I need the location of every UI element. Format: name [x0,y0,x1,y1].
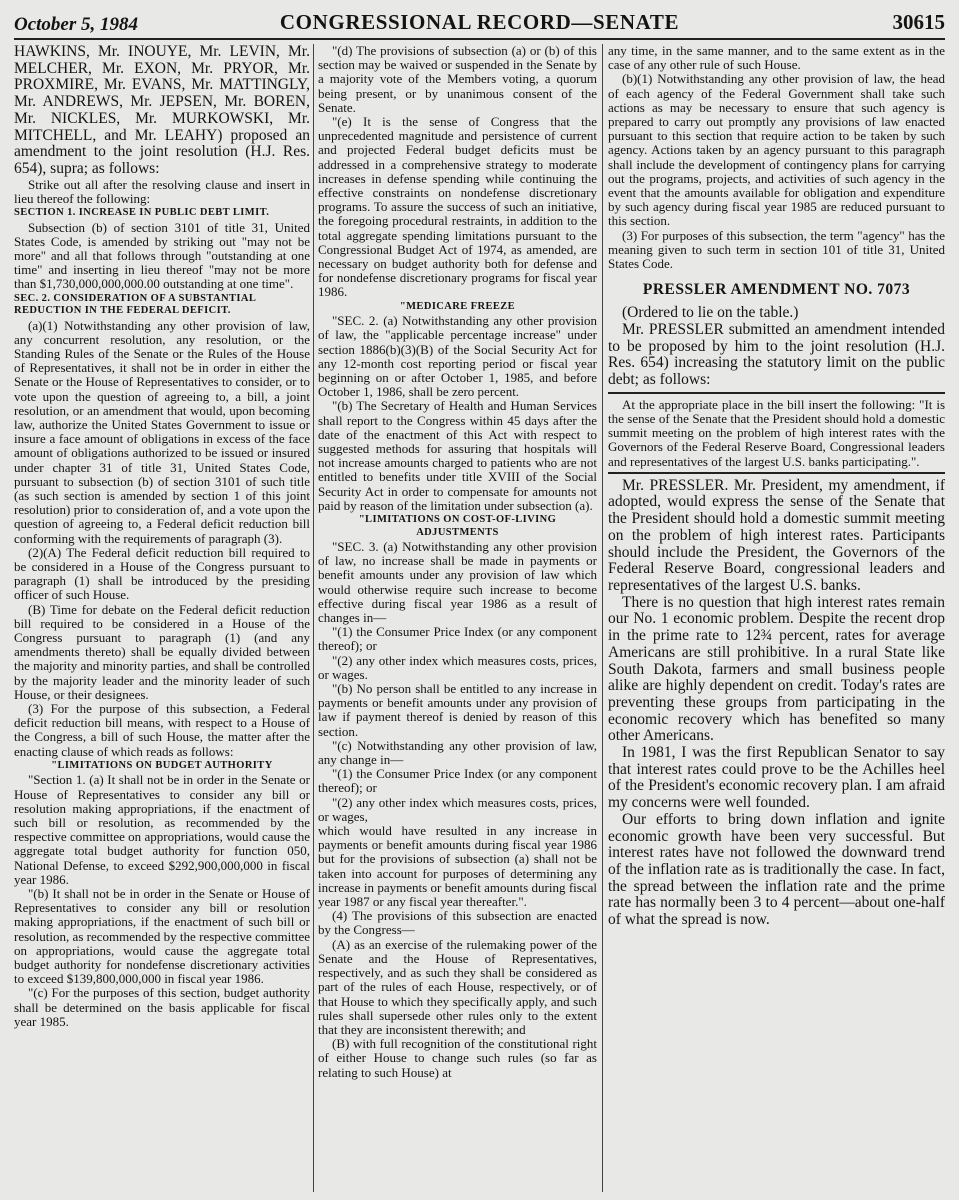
column-2 [318,44,597,1192]
paragraph: Mr. PRESSLER submitted an amendment intended to be proposed by him to the joint resolution (H.J. Res. 654) increasing the statutory limit on the public debt; as follows: [608,320,945,389]
paragraph: "Section 1. (a) It shall not be in order in the Senate or House of Representatives to consider any bill or resolution making appropriations, if the enactment of such bill or resolution, as recommended by the respective committee on appropriations, would cause the aggregate total budget authority for function 050, National Defense, to exceed $292,900,000,000 in fiscal year 1986. [14,772,310,887]
header-title: CONGRESSIONAL RECORD—SENATE [279,10,680,34]
column-1 [14,44,310,1192]
paragraph: "(c) Notwithstanding any other provision of law, any change in— [318,737,597,768]
paragraph: "SEC. 3. (a) Notwithstanding any other provision of law, no increase shall be made in payments or benefit amounts under any provision of law which would otherwise require such increase to become effective during fiscal year 1986 as a result of changes in— [318,539,597,626]
paragraph: Subsection (b) of section 3101 of title 31, United States Code, is amended by striking out "may not be more" and all that follows through "outstanding at one time" and inserting in lieu thereof "may not be more than $1,730,000,000,000.00 outstanding at one time". [14,219,310,292]
section-heading: "LIMITATIONS ON COST-OF-LIVING ADJUSTMENTS [358,514,557,538]
paragraph: "(e) It is the sense of Congress that the unprecedented magnitude and persistence of current and projected Federal budget deficits must be addressed in a comprehensive strategy to moderate increases in defense spending while continuing the effective constraints on nondefense discretionary programs. To assure the success of such an initiative, the foregoing procedural restraints, in addition to the total aggregate spending limitations pursuant to the Congressional Budget Act of 1974, as amended, are necessary on budget authority both for defense and for nondefense discretionary programs for fiscal year 1986. [318,114,597,300]
page-number: 30615 [892,10,945,34]
paragraph: (3) For purposes of this subsection, the term "agency" has the meaning given to such term in section 101 of title 31, United States Code. [608,227,945,272]
paragraph: "(b) No person shall be entitled to any increase in payments or benefit amounts under any provision of law if payment thereof is denied by reason of this section. [318,681,597,739]
paragraph: (b)(1) Notwithstanding any other provision of law, the head of each agency of the Federal Government shall take such actions as may be necessary to ensure that such agency is prepared to carry out promptly any provisions of law enacted pursuant to this section that require action to be taken by such agency. Actions taken by an agency pursuant to this paragraph shall include the development of contingency plans for carrying out the programs, projects, and activities of such agency in the event that the amounts available for obligation and expenditure by such agency during fiscal year 1985 are reduced pursuant to this section. [608,71,945,229]
paragraph: "(d) The provisions of subsection (a) or (b) of this section may be waived or suspended in the Senate by a majority vote of the Members voting, a quorum being present, or by unanimous consent of the Senate. [318,44,597,115]
paragraph: (a)(1) Notwithstanding any other provision of law, any concurrent resolution, any resolution, or the Standing Rules of the Senate or the Rules of the House of Representatives, it shall not be in order in either the Senate or the House of Representatives to consider, or to vote upon the question of agreeing to, a bill, a joint resolution, or an amendment that would, upon becoming law, authorize the United States Government to issue or insure a face amount of obligations in excess of the face amount of obligations authorized to be issued or insured under chapter 31 of title 31, United States Code, pursuant to subsection (b) of section 3101 of such title (as such section is amended by section 1 of this joint resolution) prior to consideration of, and a vote upon the question of agreeing to, a Federal deficit reduction bill conforming with the requirements of paragraph (3). [14,317,310,546]
paragraph: "(1) the Consumer Price Index (or any component thereof); or [318,766,597,796]
divider [608,392,945,394]
amendment-heading: PRESSLER AMENDMENT NO. 7073 [642,281,911,299]
column-divider [313,44,314,1192]
paragraph: (2)(A) The Federal deficit reduction bill required to be considered in a House of the Congress pursuant to paragraph (1) shall be introduced by the presiding officer of such House. [14,544,310,603]
paragraph: (3) For the purpose of this subsection, a Federal deficit reduction bill means, with respect to a House of the Congress, a bill of such House, the matter after the enacting clause of which reads as follows: [14,701,310,759]
header-rule [14,38,945,40]
divider [608,472,945,474]
paragraph: (A) as an exercise of the rulemaking power of the Senate and the House of Representatives, respectively, and as such they shall be considered as part of the rules of each House, respectively, or of that House to which they specifically apply, and such rules shall supersede other rules only to the extent that they are inconsistent therewith; and [318,936,597,1037]
paragraph: At the appropriate place in the bill insert the following: "It is the sense of the Senate that the President should hold a domestic summit meeting on the problem of high interest rates with the Governors of the Federal Reserve Board, Congressional leaders and representatives of the largest U.S. banks participating.". [608,396,945,469]
paragraph: Mr. PRESSLER. Mr. President, my amendment, if adopted, would express the sense of the Senate that the President should hold a domestic summit meeting on the problem of high interest rates. Participants should include the President, the Governors of the Federal Reserve Board, congressional leaders and representatives of the largest U.S. banks. [608,476,945,594]
section-heading: "MEDICARE FREEZE [399,300,516,312]
paragraph: There is no question that high interest rates remain our No. 1 economic problem. Despite the recent drop in the prime rate to 12¾ percent, rates for average Americans are still prohibitive. In a rural State like South Dakota, farmers and small business people alike are highly dependent on credit. Today's rates are preventing these groups from participating in the economic recovery which has benefited so many other Americans. [608,593,945,745]
section-heading: SECTION 1. INCREASE IN PUBLIC DEBT LIMIT. [14,207,270,219]
paragraph: (4) The provisions of this subsection are enacted by the Congress— [318,908,597,938]
paragraph: In 1981, I was the first Republican Senator to say that interest rates could prove to be the Achilles heel of the President's economic recovery plan. I am afraid my concerns were well founded. [608,744,945,812]
paragraph: "SEC. 2. (a) Notwithstanding any other provision of law, the "applicable percentage increase" under section 1886(b)(3)(B) of the Social Security Act for any 12-month cost reporting period or fiscal year beginning on or after October 1, 1985, and before October 1, 1986, shall be zero percent. [318,313,597,400]
column-3 [608,44,945,1192]
paragraph: "(2) any other index which measures costs, prices, or wages, [318,794,597,824]
paragraph: which would have resulted in any increase in payments or benefit amounts during fiscal year 1986 but for the provisions of subsection (a) shall not be taken into account for purposes of determining any increase in payments or benefit amounts during fiscal year 1987 or any fiscal year thereafter.". [318,823,597,910]
paragraph: Strike out all after the resolving clause and insert in lieu thereof the following: [14,176,310,206]
page-header [14,6,945,40]
paragraph: "(c) For the purposes of this section, budget authority shall be determined on the basis applicable for fiscal year 1985. [14,985,310,1029]
paragraph: "(1) the Consumer Price Index (or any component thereof); or [318,624,597,654]
paragraph: "(b) The Secretary of Health and Human Services shall report to the Congress within 45 days after the date of the enactment of this Act with respect to suggested methods for assuring that hospitals will not increase amounts charged to patients who are not entitled to benefits under title XVIII of the Social Security Act in order to compensate for amounts not paid by reason of the limitation under subsection (a). [318,398,597,513]
paragraph: (Ordered to lie on the table.) [622,304,799,322]
paragraph: HAWKINS, Mr. INOUYE, Mr. LEVIN, Mr. MELCHER, Mr. EXON, Mr. PRYOR, Mr. PROXMIRE, Mr. EVANS, Mr. MATTINGLY, Mr. ANDREWS, Mr. JEPSEN, Mr. BOREN, Mr. NICKLES, Mr. MURKOWSKI, Mr. MITCHELL, and Mr. LEAHY) proposed an amendment to the joint resolution (H.J. Res. 654), supra; as follows: [14,44,310,177]
paragraph: Our efforts to bring down inflation and ignite economic growth have been very successful. But interest rates have not followed the downward trend of the inflation rate as is traditionally the case. In fact, the spread between the inflation rate and the prime rate has normally been 3 to 4 percent—about one-half of what the spread is now. [608,810,945,929]
column-divider [602,44,603,1192]
section-heading: "LIMITATIONS ON BUDGET AUTHORITY [51,759,273,771]
header-date: October 5, 1984 [14,14,139,35]
paragraph: any time, in the same manner, and to the same extent as in the case of any other rule of such House. [608,44,945,73]
paragraph: (B) Time for debate on the Federal deficit reduction bill required to be considered in a House of the Congress pursuant to paragraph (1) (and any amendments thereto) shall be equally divided between the majority and minority parties, and shall be controlled by the majority leader and the minority leader of such House, or their designees. [14,601,310,702]
paragraph: (B) with full recognition of the constitutional right of either House to change such rules (so far as relating to such House) at [318,1036,597,1080]
paragraph: "(2) any other index which measures costs, prices, or wages. [318,652,597,682]
section-heading: SEC. 2. CONSIDERATION OF A SUBSTANTIAL REDUCTION IN THE FEDERAL DEFICIT. [14,292,256,317]
paragraph: "(b) It shall not be in order in the Senate or House of Representatives to consider any bill or resolution making appropriations, if the enactment of such bill or resolution, as recommended by the respective committee on appropriations, would cause the aggregate total budget authority for nondefense discretionary activities to exceed $139,800,000,000 in fiscal year 1986. [14,885,310,987]
